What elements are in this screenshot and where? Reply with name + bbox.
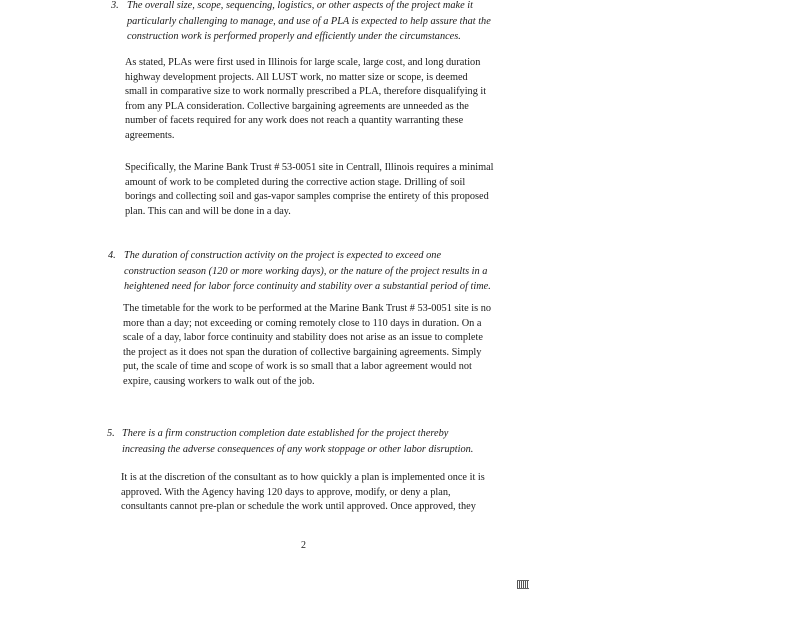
paragraph-line: It is at the discretion of the consultant as to how quickly a plan is implemented once it is	[121, 472, 485, 483]
criterion-line: particularly challenging to manage, and use of a PLA is expected to help assure that the	[127, 15, 491, 27]
item-number: 3.	[111, 0, 119, 11]
paragraph-line: borings and collecting soil and gas-vapor samples comprise the entirety of this proposed	[125, 191, 489, 203]
criterion-line: construction season (120 or more working days), or the nature of the project results in a	[124, 265, 488, 277]
paragraph-line: the project as it does not span the duration of collective bargaining agreements. Simply	[123, 346, 482, 358]
paragraph-line: more than a day; not exceeding or coming remotely close to 110 days in duration. On a	[123, 317, 482, 329]
criterion-line: There is a firm construction completion date established for the project thereby	[122, 428, 449, 439]
paragraph-line: amount of work to be completed during the corrective action stage. Drilling of soil	[125, 176, 466, 188]
paragraph	[121, 471, 485, 515]
paragraph-line: put, the scale of time and scope of work is so small that a labor agreement would not	[123, 361, 472, 373]
paragraph	[123, 302, 491, 390]
paragraph-line: Specifically, the Marine Bank Trust # 53-0051 site in Centrall, Illinois requires a minimal	[125, 162, 494, 173]
criterion-line: The overall size, scope, sequencing, logistics, or other aspects of the project make it	[127, 0, 473, 11]
paragraph	[125, 56, 486, 144]
criterion-line: construction work is performed properly and efficiently under the circumstances.	[127, 31, 461, 42]
criterion-line: The duration of construction activity on the project is expected to exceed one	[124, 250, 442, 261]
criterion-text	[127, 0, 491, 45]
page-number: 2	[301, 540, 306, 551]
paragraph	[125, 161, 494, 219]
paragraph-line: number of facets required for any work does not reach a quantity warranting these	[125, 115, 464, 127]
paragraph-line: highway development projects. All LUST work, no matter size or scope, is deemed	[125, 71, 468, 83]
criterion-line: heightened need for labor force continuity and stability over a substantial period of time.	[124, 281, 491, 292]
criterion-text	[122, 426, 473, 457]
paragraph-line: from any PLA consideration. Collective bargaining agreements are unneeded as the	[125, 100, 469, 112]
paragraph-line: The timetable for the work to be performed at the Marine Bank Trust # 53-0051 site is no	[123, 303, 492, 314]
paragraph-line: scale of a day, labor force continuity and stability does not arise as an issue to complete	[123, 332, 483, 344]
item-number: 4.	[108, 250, 116, 261]
paragraph-line: expire, causing workers to walk out of the job.	[123, 375, 315, 387]
paragraph-line: small in comparative size to work normally prescribed a PLA, therefore disqualifying it	[125, 86, 487, 98]
item-number: 5.	[107, 428, 115, 439]
barcode-stamp-icon	[517, 580, 529, 589]
paragraph-line: approved. With the Agency having 120 days to approve, modify, or deny a plan,	[121, 486, 451, 498]
criterion-line: increasing the adverse consequences of any work stoppage or other labor disruption.	[122, 443, 474, 455]
paragraph-line: agreements.	[125, 129, 175, 141]
paragraph-line: consultants cannot pre-plan or schedule the work until approved. Once approved, they	[121, 501, 476, 513]
criterion-text	[124, 248, 491, 295]
paragraph-line: As stated, PLAs were first used in Illinois for large scale, large cost, and long duration	[125, 57, 481, 68]
paragraph-line: plan. This can and will be done in a day.	[125, 205, 291, 217]
